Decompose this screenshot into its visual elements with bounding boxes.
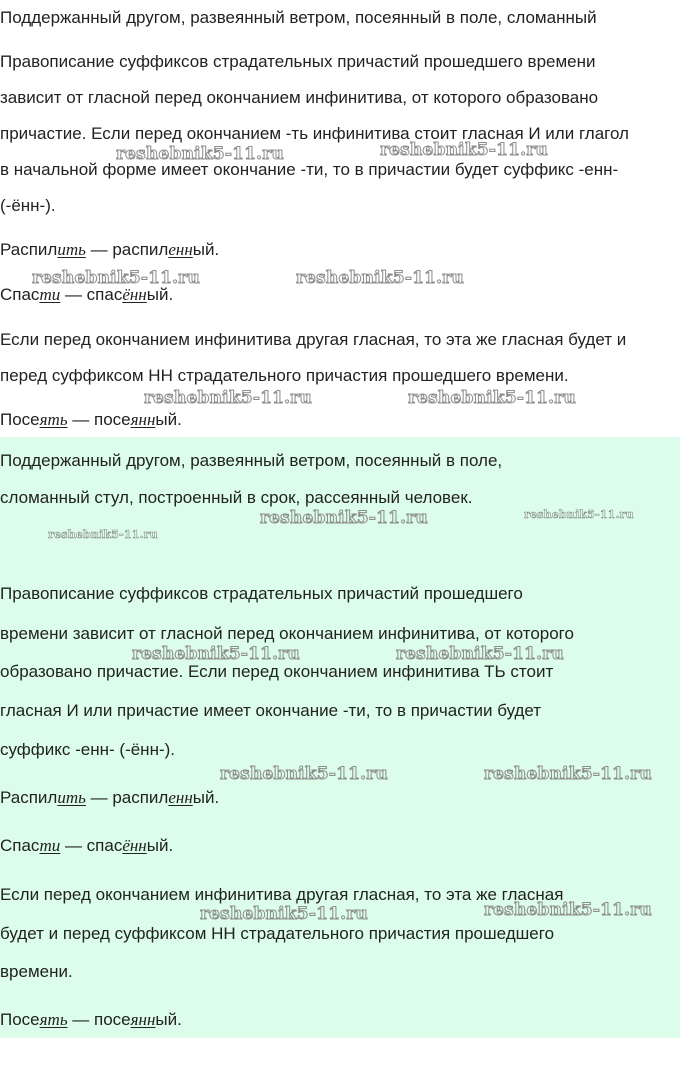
underlined-suffix: енн (168, 240, 193, 259)
rule-line: гласная И или причастие имеет окончание -ти, то в причастии будет (0, 701, 542, 720)
underlined-suffix: енн (168, 788, 193, 807)
underlined-ending: ить (57, 240, 86, 259)
exercise-section (0, 0, 680, 437)
underlined-suffix: ённ (122, 836, 147, 855)
rule-line: времени зависит от гласной перед окончанием инфинитива, от которого (0, 624, 574, 643)
rule-line: Правописание суффиксов страдательных причастий прошедшего времени (0, 52, 596, 71)
rule-line: Если перед окончанием инфинитива другая гласная, то эта же гласная будет и (0, 330, 627, 349)
underlined-suffix: ённ (122, 285, 147, 304)
example-poseyat (0, 409, 182, 431)
underlined-ending: ти (39, 836, 61, 855)
rule-line: Если перед окончанием инфинитива другая гласная, то эта же гласная (0, 885, 564, 904)
answer-heading-line: Поддержанный другом, развеянный ветром, посеянный в поле, (0, 451, 503, 470)
rule-line: суффикс -енн- (-ённ-). (0, 740, 176, 759)
example-text: — распил (85, 788, 169, 807)
example-text: Посе (0, 1010, 40, 1029)
watermark: reshebnik5-11.ru (408, 388, 576, 408)
rule-line: образовано причастие. Если перед окончанием инфинитива ТЬ стоит (0, 662, 554, 681)
watermark: reshebnik5-11.ru (200, 904, 368, 924)
watermark: reshebnik5-11.ru (484, 900, 652, 920)
example-text: Распил (0, 240, 58, 259)
rule-line: в начальной форме имеет окончание -ти, то в причастии будет суффикс -енн- (0, 160, 619, 179)
watermark: reshebnik5-11.ru (132, 644, 300, 664)
example-text: Спас (0, 285, 40, 304)
rule-line: будет и перед суффиксом НН страдательного причастия прошедшего (0, 924, 555, 943)
underlined-ending: ти (39, 285, 61, 304)
example-text: ый. (155, 1010, 182, 1029)
example-text: ый. (155, 410, 182, 429)
watermark: reshebnik5-11.ru (32, 268, 200, 288)
example-raspilit (0, 239, 219, 261)
watermark: reshebnik5-11.ru (48, 528, 158, 541)
example-text: Спас (0, 836, 40, 855)
example-text: — спас (60, 285, 123, 304)
underlined-ending: ить (57, 788, 86, 807)
underlined-ending: ять (39, 1010, 68, 1029)
exercise-heading: Поддержанный другом, развеянный ветром, посеянный в поле, сломанный (0, 8, 597, 27)
example-text: Посе (0, 410, 40, 429)
example-spasti (0, 835, 173, 857)
rule-line: зависит от гласной перед окончанием инфинитива, от которого образовано (0, 88, 599, 107)
rule-line: времени. (0, 962, 73, 981)
watermark: reshebnik5-11.ru (116, 144, 284, 164)
example-poseyat (0, 1009, 182, 1031)
answer-section (0, 437, 680, 1038)
example-text: ый. (146, 285, 174, 304)
rule-line: перед суффиксом НН страдательного причастия прошедшего времени. (0, 366, 569, 385)
example-text: Распил (0, 788, 58, 807)
watermark: reshebnik5-11.ru (144, 388, 312, 408)
watermark: reshebnik5-11.ru (484, 764, 652, 784)
example-text: — посе (67, 410, 131, 429)
rule-line: Правописание суффиксов страдательных причастий прошедшего (0, 584, 523, 603)
example-text: ый. (146, 836, 174, 855)
example-text: — распил (85, 240, 169, 259)
watermark: reshebnik5-11.ru (296, 268, 464, 288)
example-raspilit (0, 787, 219, 809)
answer-heading-line: сломанный стул, построенный в срок, рассеянный человек. (0, 488, 473, 507)
rule-line: (-ённ-). (0, 196, 56, 215)
underlined-suffix: янн (130, 1010, 156, 1029)
underlined-ending: ять (39, 410, 68, 429)
rule-line: причастие. Если перед окончанием -ть инфинитива стоит гласная И или глагол (0, 124, 629, 143)
watermark: reshebnik5-11.ru (220, 764, 388, 784)
underlined-suffix: янн (130, 410, 156, 429)
example-text: ый. (192, 788, 220, 807)
example-text: — посе (67, 1010, 131, 1029)
watermark: reshebnik5-11.ru (524, 508, 634, 521)
example-text: ый. (192, 240, 220, 259)
example-text: — спас (60, 836, 123, 855)
watermark: reshebnik5-11.ru (396, 644, 564, 664)
watermark: reshebnik5-11.ru (260, 508, 428, 528)
watermark: reshebnik5-11.ru (380, 140, 548, 160)
